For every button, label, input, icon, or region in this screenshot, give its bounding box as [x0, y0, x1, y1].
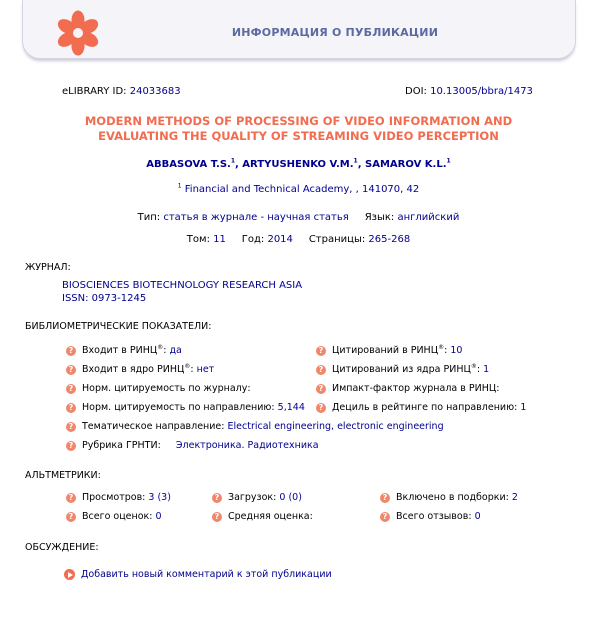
- author-link[interactable]: ARTYUSHENKO V.M.: [242, 159, 354, 170]
- help-icon[interactable]: ?: [66, 346, 76, 356]
- journal-issn: ISSN: 0973-1245: [62, 293, 147, 304]
- help-icon[interactable]: ?: [66, 403, 76, 413]
- altmetric-item: ? Средняя оценка:: [212, 511, 313, 522]
- volume: 11: [213, 234, 226, 245]
- author-link[interactable]: SAMAROV K.L.: [365, 159, 447, 170]
- help-icon[interactable]: ?: [316, 365, 326, 375]
- page-header: [22, 0, 576, 59]
- author-link[interactable]: ABBASOVA T.S.: [146, 159, 231, 170]
- help-icon[interactable]: ?: [66, 365, 76, 375]
- altmetric-item: ? Включено в подборки: 2: [380, 492, 518, 503]
- year: 2014: [267, 234, 293, 245]
- discussion-section-heading: ОБСУЖДЕНИЕ:: [25, 542, 99, 553]
- biblio-row: ? Входит в РИНЦ®: да: [66, 345, 182, 356]
- publication-type-line: Тип: статья в журнале - научная статья Язык: английский: [137, 212, 460, 223]
- biblio-row: ? Норм. цитируемость по журналу:: [66, 383, 251, 394]
- help-icon[interactable]: ?: [66, 493, 76, 503]
- elibrary-id-value: 24033683: [129, 86, 181, 97]
- help-icon[interactable]: ?: [316, 346, 326, 356]
- pages: 265-268: [368, 234, 411, 245]
- biblio-row: ? Импакт-фактор журнала в РИНЦ:: [316, 383, 499, 394]
- publication-type: статья в журнале - научная статья: [163, 212, 349, 223]
- help-icon[interactable]: ?: [316, 403, 326, 413]
- biblio-row: ? Норм. цитируемость по направлению: 5,144: [66, 402, 305, 413]
- help-icon[interactable]: ?: [66, 512, 76, 522]
- help-icon[interactable]: ?: [380, 512, 390, 522]
- journal-section-heading: ЖУРНАЛ:: [25, 262, 71, 273]
- collections-link[interactable]: 2: [511, 492, 518, 503]
- grnti-link[interactable]: Электроника. Радиотехника: [175, 440, 319, 451]
- help-icon[interactable]: ?: [212, 512, 222, 522]
- biblio-row: ? Входит в ядро РИНЦ®: нет: [66, 364, 214, 375]
- help-icon[interactable]: ?: [316, 384, 326, 394]
- volume-line: Том: 11 Год: 2014 Страницы: 265-268: [186, 234, 411, 245]
- page-title: ИНФОРМАЦИЯ О ПУБЛИКАЦИИ: [231, 26, 439, 39]
- biblio-row: ? Дециль в рейтинге по направлению: 1: [316, 402, 526, 413]
- add-comment-link[interactable]: Добавить новый комментарий к этой публикации: [64, 569, 332, 580]
- altmetric-item: ? Загрузок: 0 (0): [212, 492, 302, 503]
- altmetric-item: ? Всего отзывов: 0: [380, 511, 481, 522]
- doi-link[interactable]: 10.13005/bbra/1473: [430, 86, 533, 97]
- help-icon[interactable]: ?: [212, 493, 222, 503]
- elibrary-id: eLIBRARY ID: 24033683: [62, 86, 181, 97]
- biblio-row: ? Тематическое направление: Electrical engineering, electronic engineering: [66, 421, 444, 432]
- altmetric-item: ? Всего оценок: 0: [66, 511, 162, 522]
- altmetrics-section-heading: АЛЬТМЕТРИКИ:: [25, 470, 101, 481]
- biblio-row: ? Цитирований из ядра РИНЦ®: 1: [316, 364, 489, 375]
- citations-link[interactable]: 10: [450, 345, 463, 356]
- biblio-row: ? Рубрика ГРНТИ: Электроника. Радиотехника: [66, 440, 319, 451]
- help-icon[interactable]: ?: [66, 384, 76, 394]
- altmetric-item: ? Просмотров: 3 (3): [66, 492, 171, 503]
- biblio-section-heading: БИБЛИОМЕТРИЧЕСКИЕ ПОКАЗАТЕЛИ:: [25, 321, 212, 332]
- help-icon[interactable]: ?: [66, 422, 76, 432]
- journal-name-link[interactable]: BIOSCIENCES BIOTECHNOLOGY RESEARCH ASIA: [62, 280, 303, 291]
- biblio-row: ? Цитирований в РИНЦ®: 10: [316, 345, 462, 356]
- help-icon[interactable]: ?: [66, 441, 76, 451]
- affiliation: $^1$ Financial and Technical Academy, , 141070, 42: [177, 182, 420, 195]
- article-title: MODERN METHODS OF PROCESSING OF VIDEO INFORMATION AND EVALUATING THE QUALITY OF STREAMING VIDEO PERCEPTION: [84, 114, 513, 143]
- play-icon: [64, 569, 75, 580]
- subject-area-link[interactable]: Electrical engineering, electronic engineering: [227, 421, 444, 432]
- language: английский: [397, 212, 460, 223]
- doi: DOI: 10.13005/bbra/1473: [405, 86, 533, 97]
- help-icon[interactable]: ?: [380, 493, 390, 503]
- core-citations-link[interactable]: 1: [483, 364, 490, 375]
- author-list: ABBASOVA T.S.$^1$, ARTYUSHENKO V.M.$^1$, SAMAROV K.L.$^1$: [146, 157, 451, 170]
